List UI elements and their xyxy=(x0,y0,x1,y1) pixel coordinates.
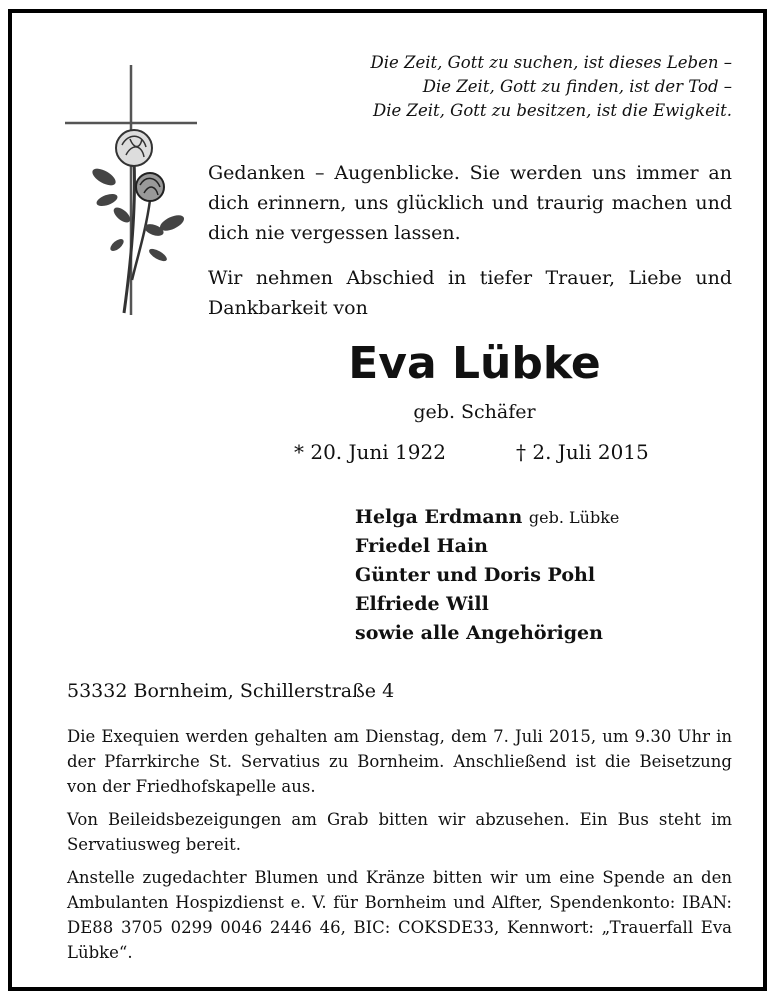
deceased-nee: geb. Schäfer xyxy=(413,401,536,423)
intro-text: Gedanken – Augenblicke. Sie werden uns immer an dich erinnern, uns glücklich und traurig machen und dich nie vergessen lassen. xyxy=(208,162,732,244)
mourner: Günter und Doris Pohl xyxy=(355,564,596,586)
mourner: Elfriede Will xyxy=(355,593,489,615)
address: 53332 Bornheim, Schillerstraße 4 xyxy=(67,680,395,702)
deceased-name: Eva Lübke xyxy=(348,338,601,389)
condolence-info: Von Beileidsbezeigungen am Grab bitten wir abzusehen. Ein Bus steht im Servatiusweg bereit. xyxy=(67,810,732,854)
mourner-note: geb. Lübke xyxy=(528,508,620,527)
cross-rose-icon xyxy=(62,65,202,320)
farewell-text: Wir nehmen Abschied in tiefer Trauer, Liebe und Dankbarkeit von xyxy=(208,267,732,319)
motto-line: Die Zeit, Gott zu suchen, ist dieses Leben – xyxy=(370,53,732,72)
motto-line: Die Zeit, Gott zu finden, ist der Tod – xyxy=(422,77,732,96)
death-date: † 2. Juli 2015 xyxy=(516,440,649,464)
motto-line: Die Zeit, Gott zu besitzen, ist die Ewigkeit. xyxy=(373,101,732,120)
mourner: Friedel Hain xyxy=(355,535,488,557)
birth-date: * 20. Juni 1922 xyxy=(294,440,446,464)
obituary-frame xyxy=(8,9,767,991)
service-info: Die Exequien werden gehalten am Dienstag, dem 7. Juli 2015, um 9.30 Uhr in der Pfarrkirche St. Servatius zu Bornheim. Anschließend ist die Beisetzung von der Friedhofskapelle aus. xyxy=(67,727,732,796)
mourner: sowie alle Angehörigen xyxy=(355,622,603,644)
mourners-list xyxy=(355,503,619,648)
donation-info: Anstelle zugedachter Blumen und Kränze bitten wir um eine Spende an den Ambulanten Hospizdienst e. V. für Bornheim und Alfter, Spendenkonto: IBAN: DE88 3705 0299 0046 2446 46, BIC: COKSDE33, Kennwort: „Trauerfall Eva Lübke“. xyxy=(67,868,732,962)
motto-block xyxy=(348,51,732,123)
mourner: Helga Erdmann geb. Lübke xyxy=(355,506,620,528)
